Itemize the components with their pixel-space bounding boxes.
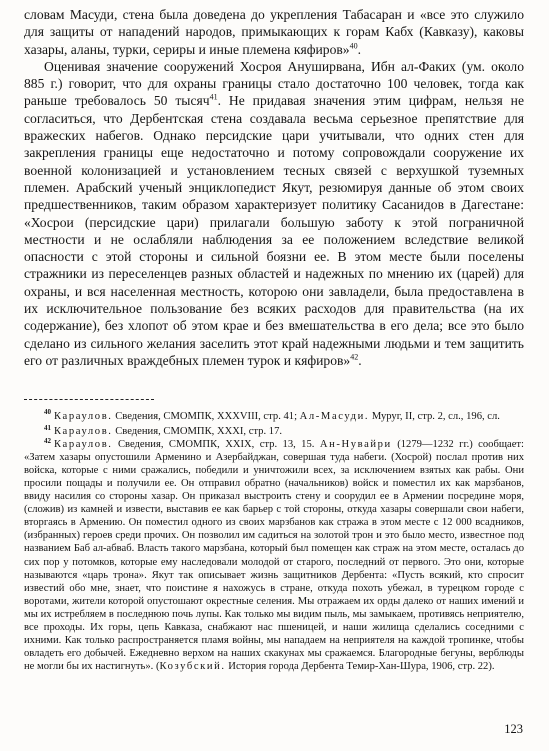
footnote-number: 40 [44,408,51,417]
footnote-author: Караулов. [54,426,113,438]
footnotes [24,410,524,673]
footnote-divider [24,399,154,400]
main-text [24,6,524,369]
footnote-42 [24,438,524,673]
footnote-40 [24,410,524,423]
paragraph-2 [24,58,524,369]
paragraph-1-end: . [357,41,361,57]
paragraph-2-text-a: Оценивая значение сооружений Хосроя Ануширвана, Ибн ал-Факих (ум. около 885 г.) говорит, что для охраны границы стало достаточно 100 человек, тогда как раньше требовалось 50 тысяч [24,58,524,109]
paragraph-2-end: . [358,352,362,368]
paragraph-1-text: словам Масуди, стена была доведена до укрепления Табасаран и «все это служило для защиты от нападений народов, примыкающих к горам Кабх (Кавказу), каковы хазары, аланы, турки, сериры и иные племена кяфиров» [24,7,524,57]
page-number: 123 [504,722,523,736]
footnote-text: Сведения, СМОМПК, XXIX, стр. 13, 15. [112,439,320,451]
footnote-text: Сведения, СМОМПК, XXXI, стр. 17. [112,426,283,438]
paragraph-2-text-b: . Не придавая значения этим цифрам, нельзя не согласиться, что Дербентская стена создавала весьма серьезное препятствие для вражеских набегов. Однако персидские цари учитывали, что одних стен для закрепления границы еще недостаточно и потому сопровождали сооружение их военной колонизацией и установлением тесных связей с верхушкой туземных племен. Арабский ученый энциклопедист Якут, резюмируя данные об этом своих предшественников, таким образом характеризует политику Сасанидов в Дагестане: «Хосрои (персидские цари) прилагали большую заботу к этой пограничной местности и не ослабляли наблюдения за ее положением вследствие великой опасности с этой стороны и сильной боязни ее. В этом месте были поселены стражники из переселенцев разных областей и надежных по мнению их (царей) для охраны, и вся населенная местность, которою они завладели, была предоставлена в их исключительное пользование без всяких расходов для правительства (на их содержание), без хлопот об этом крае и без вмешательства в его дела; все это было сделано из сильного желания заселить этот край надежными людьми и тем защитить его от различных враждебных племен турок и кяфиров» [24,93,524,368]
footnote-author: Караулов. [54,439,113,451]
footnote-text: Муруг, II, стр. 2, сл., 196, сл. [369,411,500,422]
footnote-text: (1279—1232 гг.) сообщает: «Затем хазары опустошили Арменино и Азербайджан, совершая туда набеги. (Хосрой) послал против них войска, которые с ними сражались, победили и уничтожили всех, за исключением взятых как рабы. Они просили пощады и получили ее. Он отправил обратно (начальников) войск и поместил их как марзбанов, ввиду насилия со стороны хазар. Он приказал выстроить стену и соорудил ее в Армении посредине моря, (сложив) из камней и извести, выставив ее как барьер с той стороны, откуда хазары совершали свои набеги, вторгаясь в Армению. Он поместил одного из своих марзбанов как стража в этом месте с 12 000 всадников, (избранных) героев среди прочих. Он позволил им садиться на золотой трон и это было место, известное под названием Баб ал-абваб. Власть такого марзбана, который был помещен как страж на этом месте, осталась до сих пор у потомков, которые ему наследовали молодой от старого, последний от первого. Это они, которые называются «царь трона». Якут так описывает жизнь защитников Дербента: «Пусть всякий, кто спросит известий обо мне, знает, что поистине я нахожусь в стране, откуда похоть убежал, в турецком городе с воротами, жители которой опустошают окрестные селения. Мы отражаем их орды далеко от наших имений и мы их истребляем в последнюю почь лупы. Как только мы видим пыль, мы замыкаем, противясь неприятелю, все проходы. Их горы, цепь Кавказа, снабжают нас пшеницей, и наши жилища сделались соседними с ихними. Как только распространяется пламя войны, мы нападаем на неприятеля на каждой тропинке, чтобы овладеть его добычей. Ежедневно верхом на наших скакунах мы сражаемся. Благородные бегуны, верблюды не могли бы их настигнуть». ( [24,439,524,672]
footnote-author: Ал-Масуди. [299,411,370,422]
footnote-41 [24,425,524,438]
footnote-text: Сведения, СМОМПК, XXXVIII, стр. 41; [112,411,300,422]
footnote-ref-42: 42 [350,352,359,362]
paragraph-1 [24,6,524,58]
footnote-ref-41: 41 [209,92,218,102]
footnote-author: Караулов. [54,411,113,422]
footnote-author: Козубский. [159,660,226,672]
footnote-number: 41 [44,423,51,432]
footnote-number: 42 [44,436,51,445]
footnote-ref-40: 40 [349,41,358,51]
footnote-author: Ан-Нувайри [319,439,392,451]
footnote-text: История города Дербента Темир-Хан-Шура, 1906, стр. 22). [225,660,495,672]
